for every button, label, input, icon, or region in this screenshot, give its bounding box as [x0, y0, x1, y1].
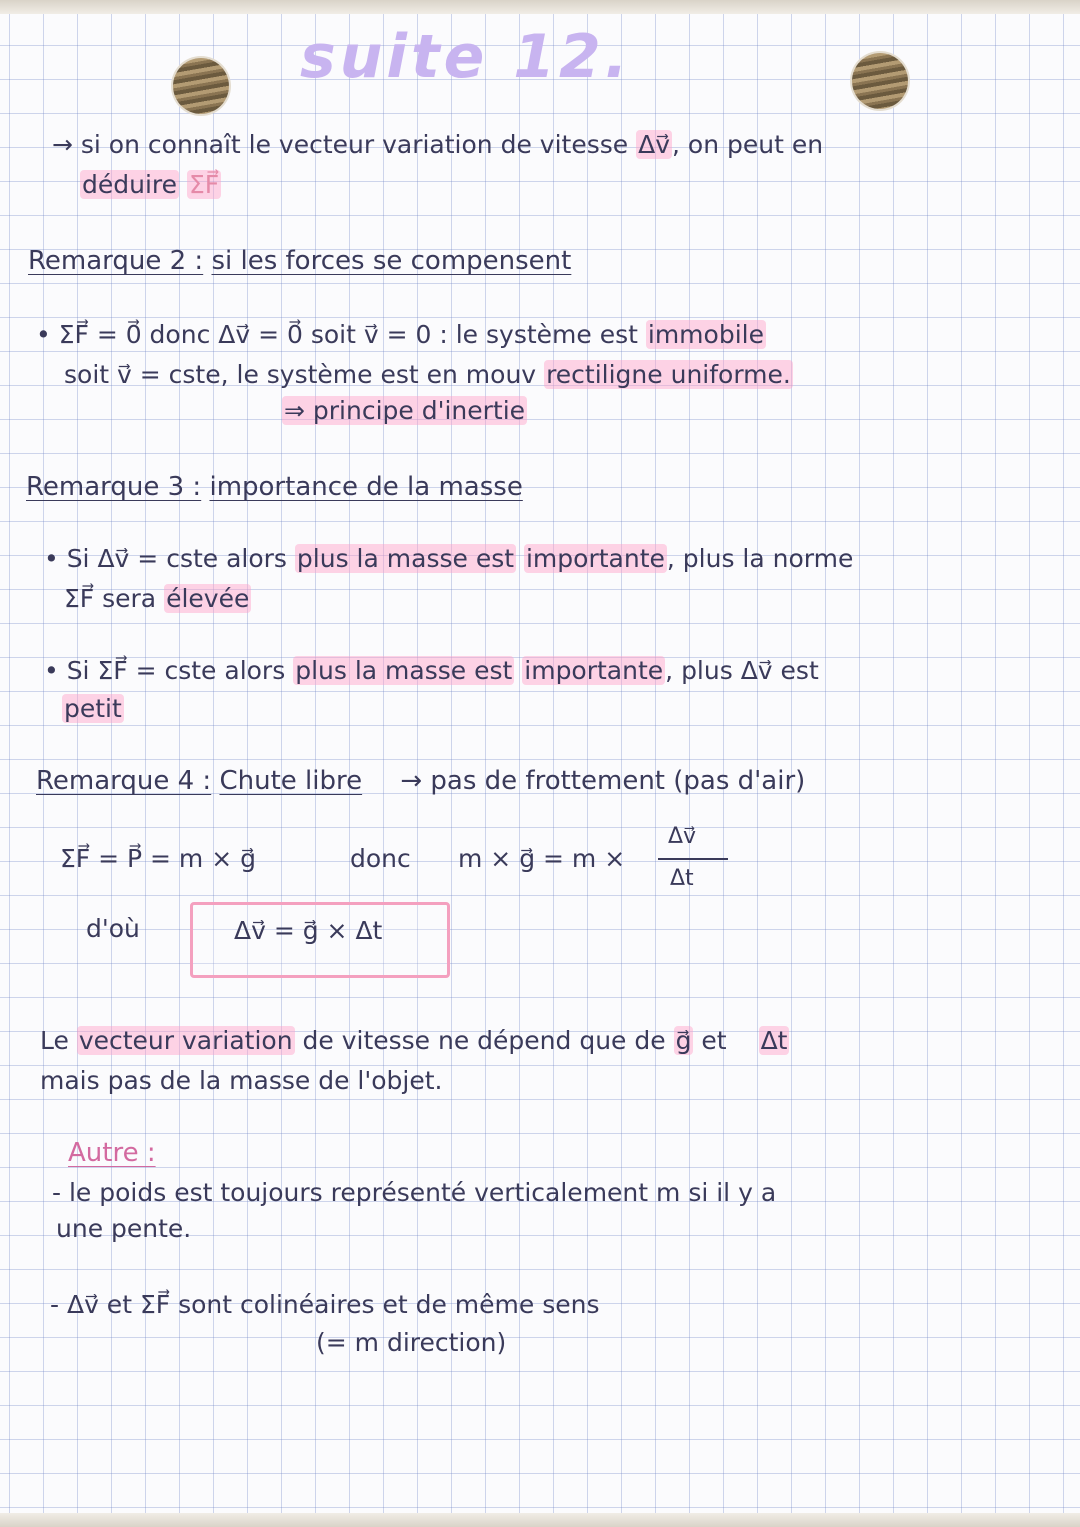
boxed-formula: Δv⃗ = g⃗ × Δt — [234, 916, 383, 945]
conclusion-text: de vitesse ne dépend que de — [302, 1026, 666, 1055]
remarque-4-label: Remarque 4 : — [36, 766, 212, 796]
autre-label: Autre : — [68, 1138, 156, 1168]
conclusion-line-2: mais pas de la masse de l'objet. — [40, 1066, 443, 1095]
remarque-3-heading — [26, 470, 523, 504]
remarque-3-b2-hl2: importante — [524, 656, 664, 685]
remarque-2-line-2 — [64, 358, 793, 392]
remarque-3-b2-text: • Si ΣF⃗ = cste alors — [44, 656, 286, 685]
intro-line-1 — [52, 128, 823, 162]
remarque-3-topic: importance de la masse — [209, 472, 523, 502]
remarque-2-line-1 — [36, 318, 766, 352]
remarque-2-text-1: • ΣF⃗ = 0⃗ donc Δv⃗ = 0⃗ soit v⃗ = 0 : le système est — [36, 320, 638, 349]
autre-bullet-1: - le poids est toujours représenté verticalement m si il y a — [52, 1178, 777, 1207]
autre-bullet-2: - Δv⃗ et ΣF⃗ sont colinéaires et de même sens — [50, 1290, 600, 1319]
remarque-3-b1-l2: ΣF⃗ sera — [64, 584, 157, 613]
remarque-4-eq-right: m × g⃗ = m × — [458, 844, 626, 873]
remarque-3-b1-end: , plus la norme — [666, 544, 854, 573]
conclusion-line-1 — [40, 1024, 789, 1058]
principe-inertie: ⇒ principe d'inertie — [284, 396, 526, 425]
remarque-3-b1-hl2: importante — [525, 544, 665, 573]
sum-f-highlight: ΣF⃗ — [188, 170, 220, 199]
intro-text-end: , on peut en — [672, 130, 824, 159]
remarque-4-eq-left: ΣF⃗ = P⃗ = m × g⃗ — [60, 844, 256, 873]
remarque-2-text-2: soit v⃗ = cste, le système est en mouv — [64, 360, 537, 389]
fraction-bar — [658, 858, 728, 860]
intro-text: → si on connaît le vecteur variation de vitesse — [52, 130, 629, 159]
remarque-4-donc: donc — [350, 844, 411, 873]
remarque-3-bullet-1 — [44, 542, 853, 576]
paper-edge-bottom — [0, 1513, 1080, 1527]
remarque-2-line-3 — [282, 394, 527, 428]
dt-highlight: Δt — [760, 1026, 788, 1055]
rectiligne-uniforme-highlight: rectiligne uniforme. — [546, 360, 791, 389]
autre-bullet-2-line-2: (= m direction) — [316, 1328, 507, 1357]
autre-bullet-1-line-2: une pente. — [56, 1214, 192, 1243]
remarque-3-bullet-2 — [44, 654, 819, 688]
remarque-4-heading — [36, 764, 805, 798]
remarque-2-label: Remarque 2 : — [28, 246, 204, 276]
binder-hole-right — [852, 53, 908, 109]
remarque-3-b1-text: • Si Δv⃗ = cste alors — [44, 544, 287, 573]
remarque-3-bullet-1-line-2 — [64, 582, 251, 616]
paper-edge-top — [0, 0, 1080, 14]
remarque-2-topic: si les forces se compensent — [211, 246, 572, 276]
eleve-highlight: élevée — [166, 584, 250, 613]
g-highlight: g⃗ — [675, 1026, 692, 1055]
intro-line-2 — [80, 168, 221, 202]
delta-v-highlight: Δv⃗ — [638, 130, 670, 159]
remarque-4-arrow: → pas de frottement (pas d'air) — [400, 766, 806, 796]
remarque-3-b1-hl1: plus la masse est — [296, 544, 515, 573]
conclusion-le: Le — [40, 1026, 69, 1055]
deduire-word: déduire — [82, 170, 178, 199]
autre-heading — [68, 1136, 156, 1170]
petit-highlight: petit — [64, 694, 122, 723]
vecteur-variation-highlight: vecteur variation — [78, 1026, 293, 1055]
remarque-3-b2-end: , plus Δv⃗ est — [665, 656, 819, 685]
remarque-3-label: Remarque 3 : — [26, 472, 202, 502]
fraction-denominator: Δt — [670, 866, 694, 891]
binder-hole-left — [173, 58, 229, 114]
remarque-2-heading — [28, 244, 571, 278]
remarque-3-b2-hl1: plus la masse est — [295, 656, 513, 685]
fraction-numerator: Δv⃗ — [668, 824, 697, 849]
immobile-highlight: immobile — [647, 320, 764, 349]
page-title: suite 12. — [300, 22, 632, 92]
conclusion-et: et — [701, 1026, 727, 1055]
dou-label: d'où — [86, 914, 140, 943]
remarque-4-topic: Chute libre — [219, 766, 363, 796]
remarque-3-bullet-2-line-2 — [62, 692, 124, 726]
